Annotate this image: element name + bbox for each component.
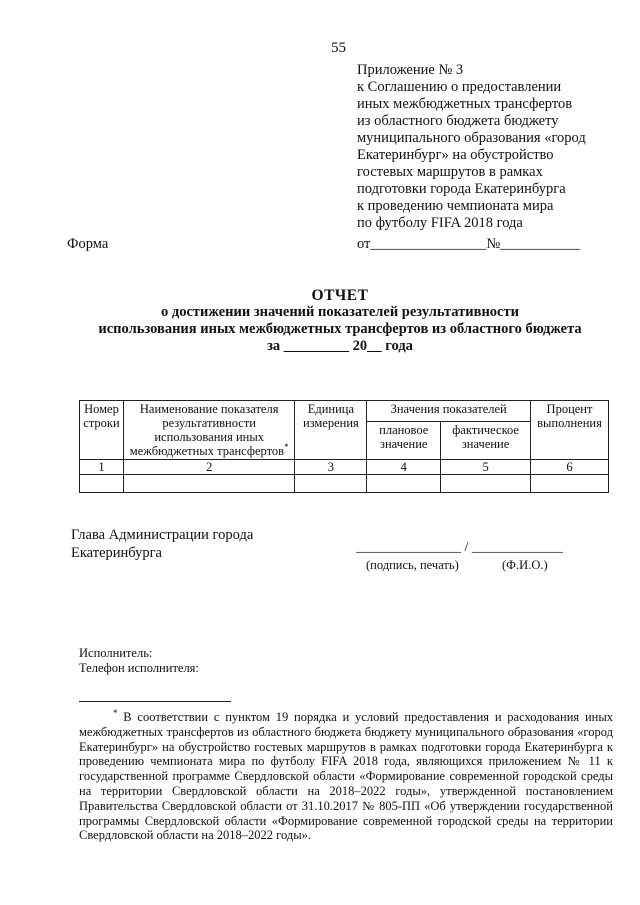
title-line-4: за _________ 20__ года — [267, 338, 413, 354]
appendix-line: по футболу FIFA 2018 года — [357, 215, 523, 231]
executor-phone-label: Телефон исполнителя: — [79, 661, 199, 675]
header-percent: Процент выполнения — [531, 401, 609, 460]
signatory-line-2: Екатеринбурга — [71, 545, 162, 561]
table-cell[interactable] — [295, 475, 367, 493]
appendix-line: к Соглашению о предоставлении — [357, 79, 562, 95]
appendix-line: Екатеринбург» на обустройство — [357, 147, 554, 163]
header-indicator-name — [123, 401, 294, 460]
title-line-2: о достижении значений показателей результативности — [161, 304, 519, 320]
footnote-text: В соответствии с пунктом 19 порядка и условий предоставления и расходования иных межбюджетных трансфертов из областного бюджета бюджету муниципального образования «город Екатеринбург» на обустройство гостевых маршрутов в рамках подготовки города Екатеринбурга к проведению чемпионата мира по футболу FIFA 2018 года, являющихся приложением № 11 к государственной программе Свердловской области «Формирование современной городской среды на территории Свердловской области на 2018–2022 годы», утвержденной постановлением Правительства Свердловской области от 31.10.2017 № 805-ПП «Об утверждении государственной программы Свердловской области «Формирование современной городской среды на территории Свердловской области на 2018–2022 годы». — [79, 710, 614, 843]
table-cell[interactable] — [441, 475, 531, 493]
column-number: 4 — [367, 460, 441, 475]
table-row — [80, 475, 609, 493]
footnote-mark: * — [284, 441, 289, 452]
header-planned: плановое значение — [367, 421, 441, 459]
page-number: 55 — [331, 40, 346, 56]
column-number: 2 — [123, 460, 294, 475]
executor-label: Исполнитель: — [79, 646, 153, 660]
table-cell[interactable] — [123, 475, 294, 493]
appendix-line: гостевых маршрутов в рамках — [357, 164, 543, 180]
signatory-line-1: Глава Администрации города — [71, 527, 254, 543]
title-line-1: ОТЧЕТ — [311, 287, 369, 304]
table-cell[interactable] — [531, 475, 609, 493]
appendix-line: муниципального образования «город — [357, 130, 586, 146]
table-cell[interactable] — [367, 475, 441, 493]
appendix-line: подготовки города Екатеринбурга — [357, 181, 566, 197]
header-unit: Единица измерения — [295, 401, 367, 460]
footnote-mark: * — [113, 707, 118, 718]
footnote-divider — [79, 701, 231, 702]
executor-block — [79, 646, 199, 676]
footnote — [79, 707, 614, 843]
signature-field[interactable]: _______________ / _____________ — [356, 540, 563, 555]
column-number: 1 — [80, 460, 124, 475]
table-cell[interactable] — [80, 475, 124, 493]
column-number: 5 — [441, 460, 531, 475]
signature-caption: (подпись, печать) — [366, 558, 459, 572]
header-indicator-name-text: Наименование показателя результативности использования иных межбюджетных трансфертов — [129, 402, 285, 458]
report-table — [79, 400, 609, 493]
report-title — [40, 287, 640, 355]
header-actual: фактическое значение — [441, 421, 531, 459]
form-label: Форма — [67, 236, 109, 252]
signatory-title — [71, 526, 253, 562]
appendix-line: из областного бюджета бюджету — [357, 113, 559, 129]
appendix-line: Приложение № 3 — [357, 62, 464, 78]
header-values-group: Значения показателей — [367, 401, 531, 422]
title-line-3: использования иных межбюджетных трансфертов из областного бюджета — [98, 321, 582, 337]
fio-caption: (Ф.И.О.) — [502, 558, 548, 572]
column-number: 3 — [295, 460, 367, 475]
appendix-line: к проведению чемпионата мира — [357, 198, 554, 214]
header-row-number: Номер строки — [80, 401, 124, 460]
appendix-header — [357, 62, 627, 232]
appendix-line: иных межбюджетных трансфертов — [357, 96, 573, 112]
date-number-line: от________________№___________ — [357, 236, 580, 252]
column-number: 6 — [531, 460, 609, 475]
